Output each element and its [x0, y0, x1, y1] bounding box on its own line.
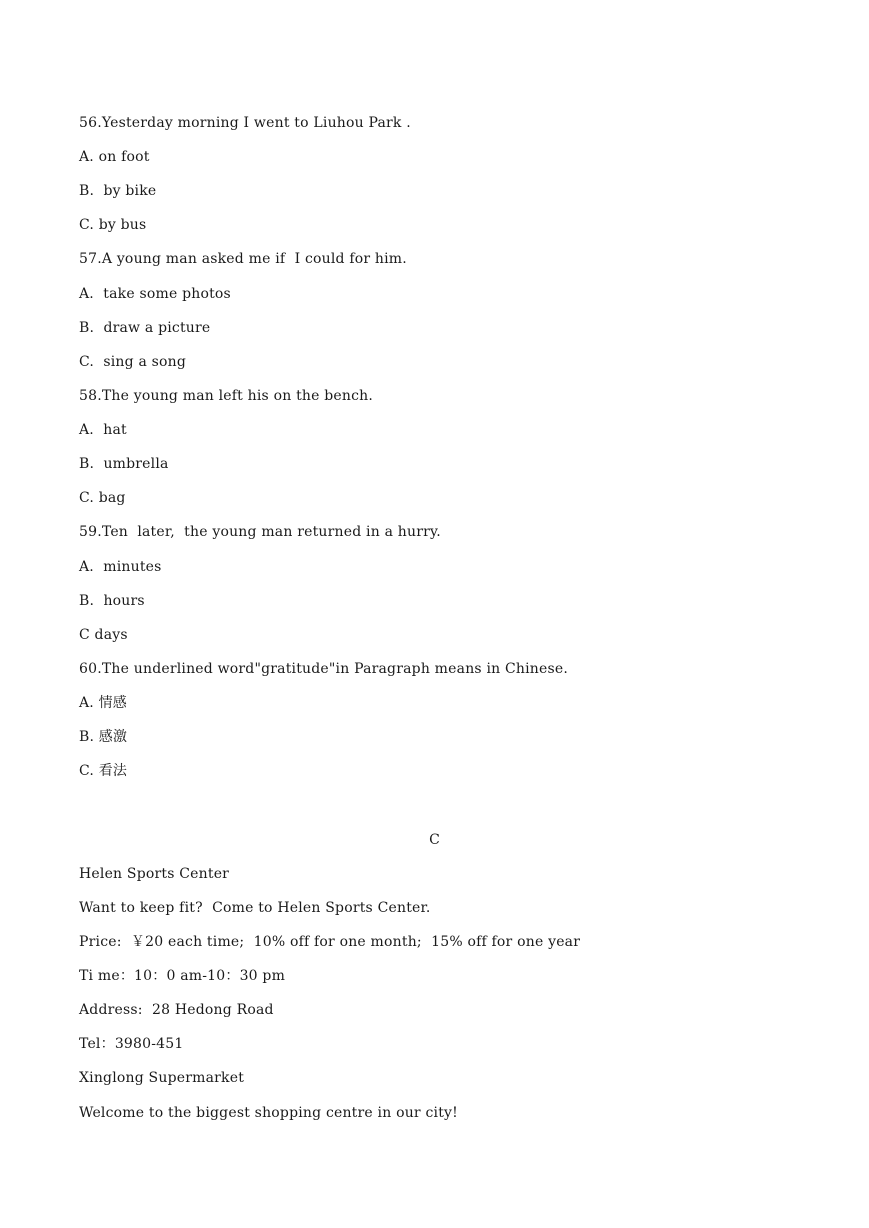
ad-1-tel: Tel：3980-451 [79, 1036, 184, 1052]
question-60-option-a: A. 情感 [79, 695, 128, 711]
question-58-option-b: B. umbrella [79, 456, 169, 472]
question-59-option-a: A. minutes [79, 559, 162, 575]
question-59-option-c: C days [79, 627, 128, 643]
question-57-option-b: B. draw a picture [79, 320, 211, 336]
question-57-option-c: C. sing a song [79, 354, 187, 370]
section-heading: C [429, 832, 440, 848]
question-57-stem: 57.A young man asked me if I could for him. [79, 251, 407, 267]
question-60-stem: 60.The underlined word"gratitude"in Paragraph means in Chinese. [79, 661, 569, 677]
question-56-option-b: B. by bike [79, 183, 157, 199]
question-58-stem: 58.The young man left his on the bench. [79, 388, 374, 404]
ad-1-slogan: Want to keep fit? Come to Helen Sports Center. [79, 900, 431, 916]
question-59-stem: 59.Ten later, the young man returned in a hurry. [79, 524, 441, 540]
question-57-option-a: A. take some photos [79, 286, 231, 302]
question-60-option-b: B. 感激 [79, 729, 128, 745]
ad-1-address: Address: 28 Hedong Road [79, 1002, 274, 1018]
question-58-option-a: A. hat [79, 422, 127, 438]
question-56-option-a: A. on foot [79, 149, 150, 165]
ad-2-name: Xinglong Supermarket [79, 1070, 245, 1086]
question-60-option-c: C. 看法 [79, 763, 128, 779]
question-59-option-b: B. hours [79, 593, 145, 609]
question-56-option-c: C. by bus [79, 217, 147, 233]
ad-2-slogan: Welcome to the biggest shopping centre in our city! [79, 1105, 458, 1121]
question-58-option-c: C. bag [79, 490, 126, 506]
ad-1-time: Ti me：10：0 am-10：30 pm [79, 968, 286, 984]
question-56-stem: 56.Yesterday morning I went to Liuhou Park . [79, 115, 411, 131]
ad-1-price: Price: ￥20 each time; 10% off for one month; 15% off for one year [79, 934, 581, 950]
ad-1-name: Helen Sports Center [79, 866, 230, 882]
